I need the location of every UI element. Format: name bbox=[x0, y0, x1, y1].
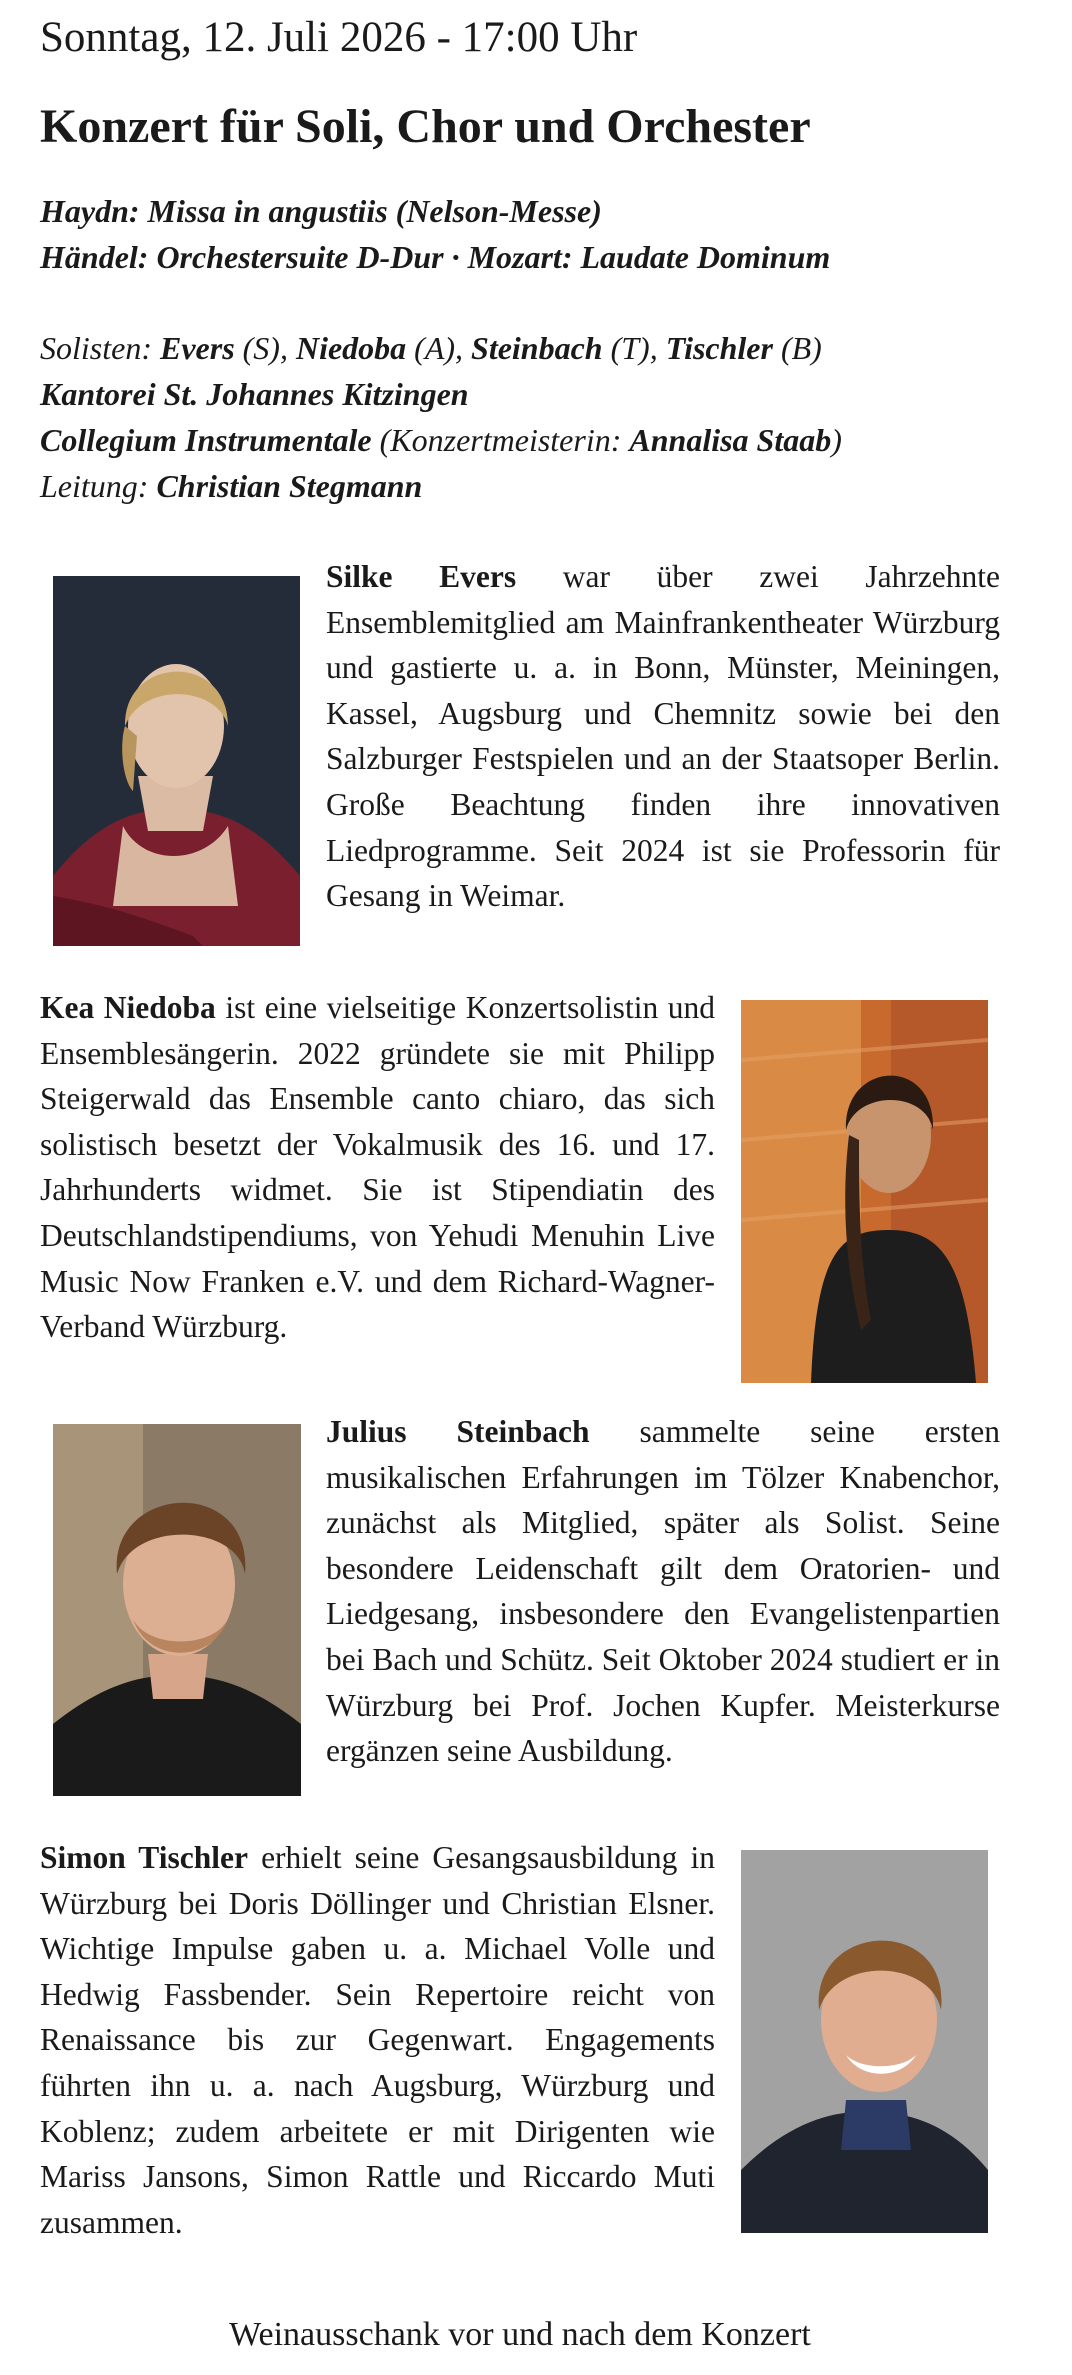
photo-simon-tischler bbox=[741, 1850, 988, 2233]
soloist-voice: (S) bbox=[242, 330, 280, 366]
bio-text: sammelte seine ersten musikalischen Erfahrungen im Tölzer Knabenchor, zunächst als Mitglied, später als Solist. Seine besondere Leidenschaft gilt dem Oratorien- und Liedgesang, insbesondere den Evangelistenpartien bei Bach und Schütz. Seit Oktober 2024 studiert er in Würzburg bei Prof. Jochen Kupfer. Meisterkurse ergänzen seine Ausbildung. bbox=[326, 1414, 1000, 1769]
soloists-line: Solisten: Evers (S), Niedoba (A), Steinbach (T), Tischler (B) bbox=[40, 330, 822, 366]
bio-silke-evers bbox=[326, 554, 1000, 919]
bio-text: erhielt seine Gesangsausbildung in Würzburg bei Doris Döllinger und Christian Elsner. Wichtige Impulse gaben u. a. Michael Volle und Hedwig Fassbender. Sein Repertoire reicht von Renaissance bis zur Gegenwart. Engagements führten ihn u. a. nach Augsburg, Würzburg und Koblenz; zudem arbeitete er mit Dirigenten wie Mariss Jansons, Simon Rattle und Riccardo Muti zusammen. bbox=[40, 1840, 715, 2240]
bio-text: ist eine vielseitige Konzertsolistin und Ensemblesängerin. 2022 gründete sie mit Philipp Steigerwald das Ensemble canto chiaro, das sich solistisch besetzt der Vokalmusik des 16. und 17. Jahrhunderts widmet. Sie ist Stipendiatin des Deutschlandstipendiums, von Yehudi Menuhin Live Music Now Franken e.V. und dem Richard-Wagner-Verband Würzburg. bbox=[40, 990, 715, 1345]
concertmaster-close: ) bbox=[831, 422, 842, 458]
conductor-line bbox=[40, 463, 422, 509]
soloist-voice: (B) bbox=[780, 330, 822, 366]
photo-kea-niedoba bbox=[741, 1000, 988, 1383]
choir-line bbox=[40, 371, 469, 417]
orchestra-line bbox=[40, 417, 842, 463]
bio-name: Simon Tischler bbox=[40, 1840, 248, 1875]
concertmaster-name: Annalisa Staab bbox=[629, 422, 832, 458]
program-line: Händel: Orchestersuite D-Dur · Mozart: Laudate Dominum bbox=[40, 239, 831, 275]
soloist-name: Niedoba bbox=[295, 330, 407, 366]
program-line: Haydn: Missa in angustiis (Nelson-Messe) bbox=[40, 193, 602, 229]
soloist-voice: (A) bbox=[414, 330, 456, 366]
bio-name: Silke Evers bbox=[326, 559, 517, 594]
concert-title: Konzert für Soli, Chor und Orchester bbox=[40, 100, 811, 153]
conductor-label: Leitung: bbox=[40, 468, 149, 504]
soloist-name: Tischler bbox=[665, 330, 773, 366]
conductor-name: Christian Stegmann bbox=[156, 468, 423, 504]
event-date: Sonntag, 12. Juli 2026 - 17:00 Uhr bbox=[40, 14, 638, 61]
bio-name: Julius Steinbach bbox=[326, 1414, 590, 1449]
concertmaster-label: (Konzertmeisterin: bbox=[379, 422, 622, 458]
bio-julius-steinbach bbox=[326, 1409, 1000, 1774]
soloists-label: Solisten: bbox=[40, 330, 152, 366]
bio-name: Kea Niedoba bbox=[40, 990, 216, 1025]
choir-name: Kantorei St. Johannes Kitzingen bbox=[40, 376, 469, 412]
photo-silke-evers bbox=[53, 576, 300, 946]
soloist-name: Evers bbox=[159, 330, 235, 366]
soloist-voice: (T) bbox=[610, 330, 650, 366]
bio-kea-niedoba bbox=[40, 985, 715, 1350]
bio-text: war über zwei Jahrzehnte Ensemblemitglied am Mainfrankentheater Würzburg und gastierte u. a. in Bonn, Münster, Meiningen, Kassel, Augsburg und Chemnitz sowie bei den Salzburger Festspielen und an der Staatsoper Berlin. Große Beachtung finden ihre innovativen Liedprogramme. Seit 2024 ist sie Professorin für Gesang in Weimar. bbox=[326, 559, 1001, 914]
bio-simon-tischler bbox=[40, 1835, 715, 2245]
photo-julius-steinbach bbox=[53, 1424, 301, 1796]
orchestra-name: Collegium Instrumentale bbox=[40, 422, 372, 458]
footer-note: Weinausschank vor und nach dem Konzert bbox=[229, 2316, 811, 2353]
soloist-name: Steinbach bbox=[471, 330, 603, 366]
